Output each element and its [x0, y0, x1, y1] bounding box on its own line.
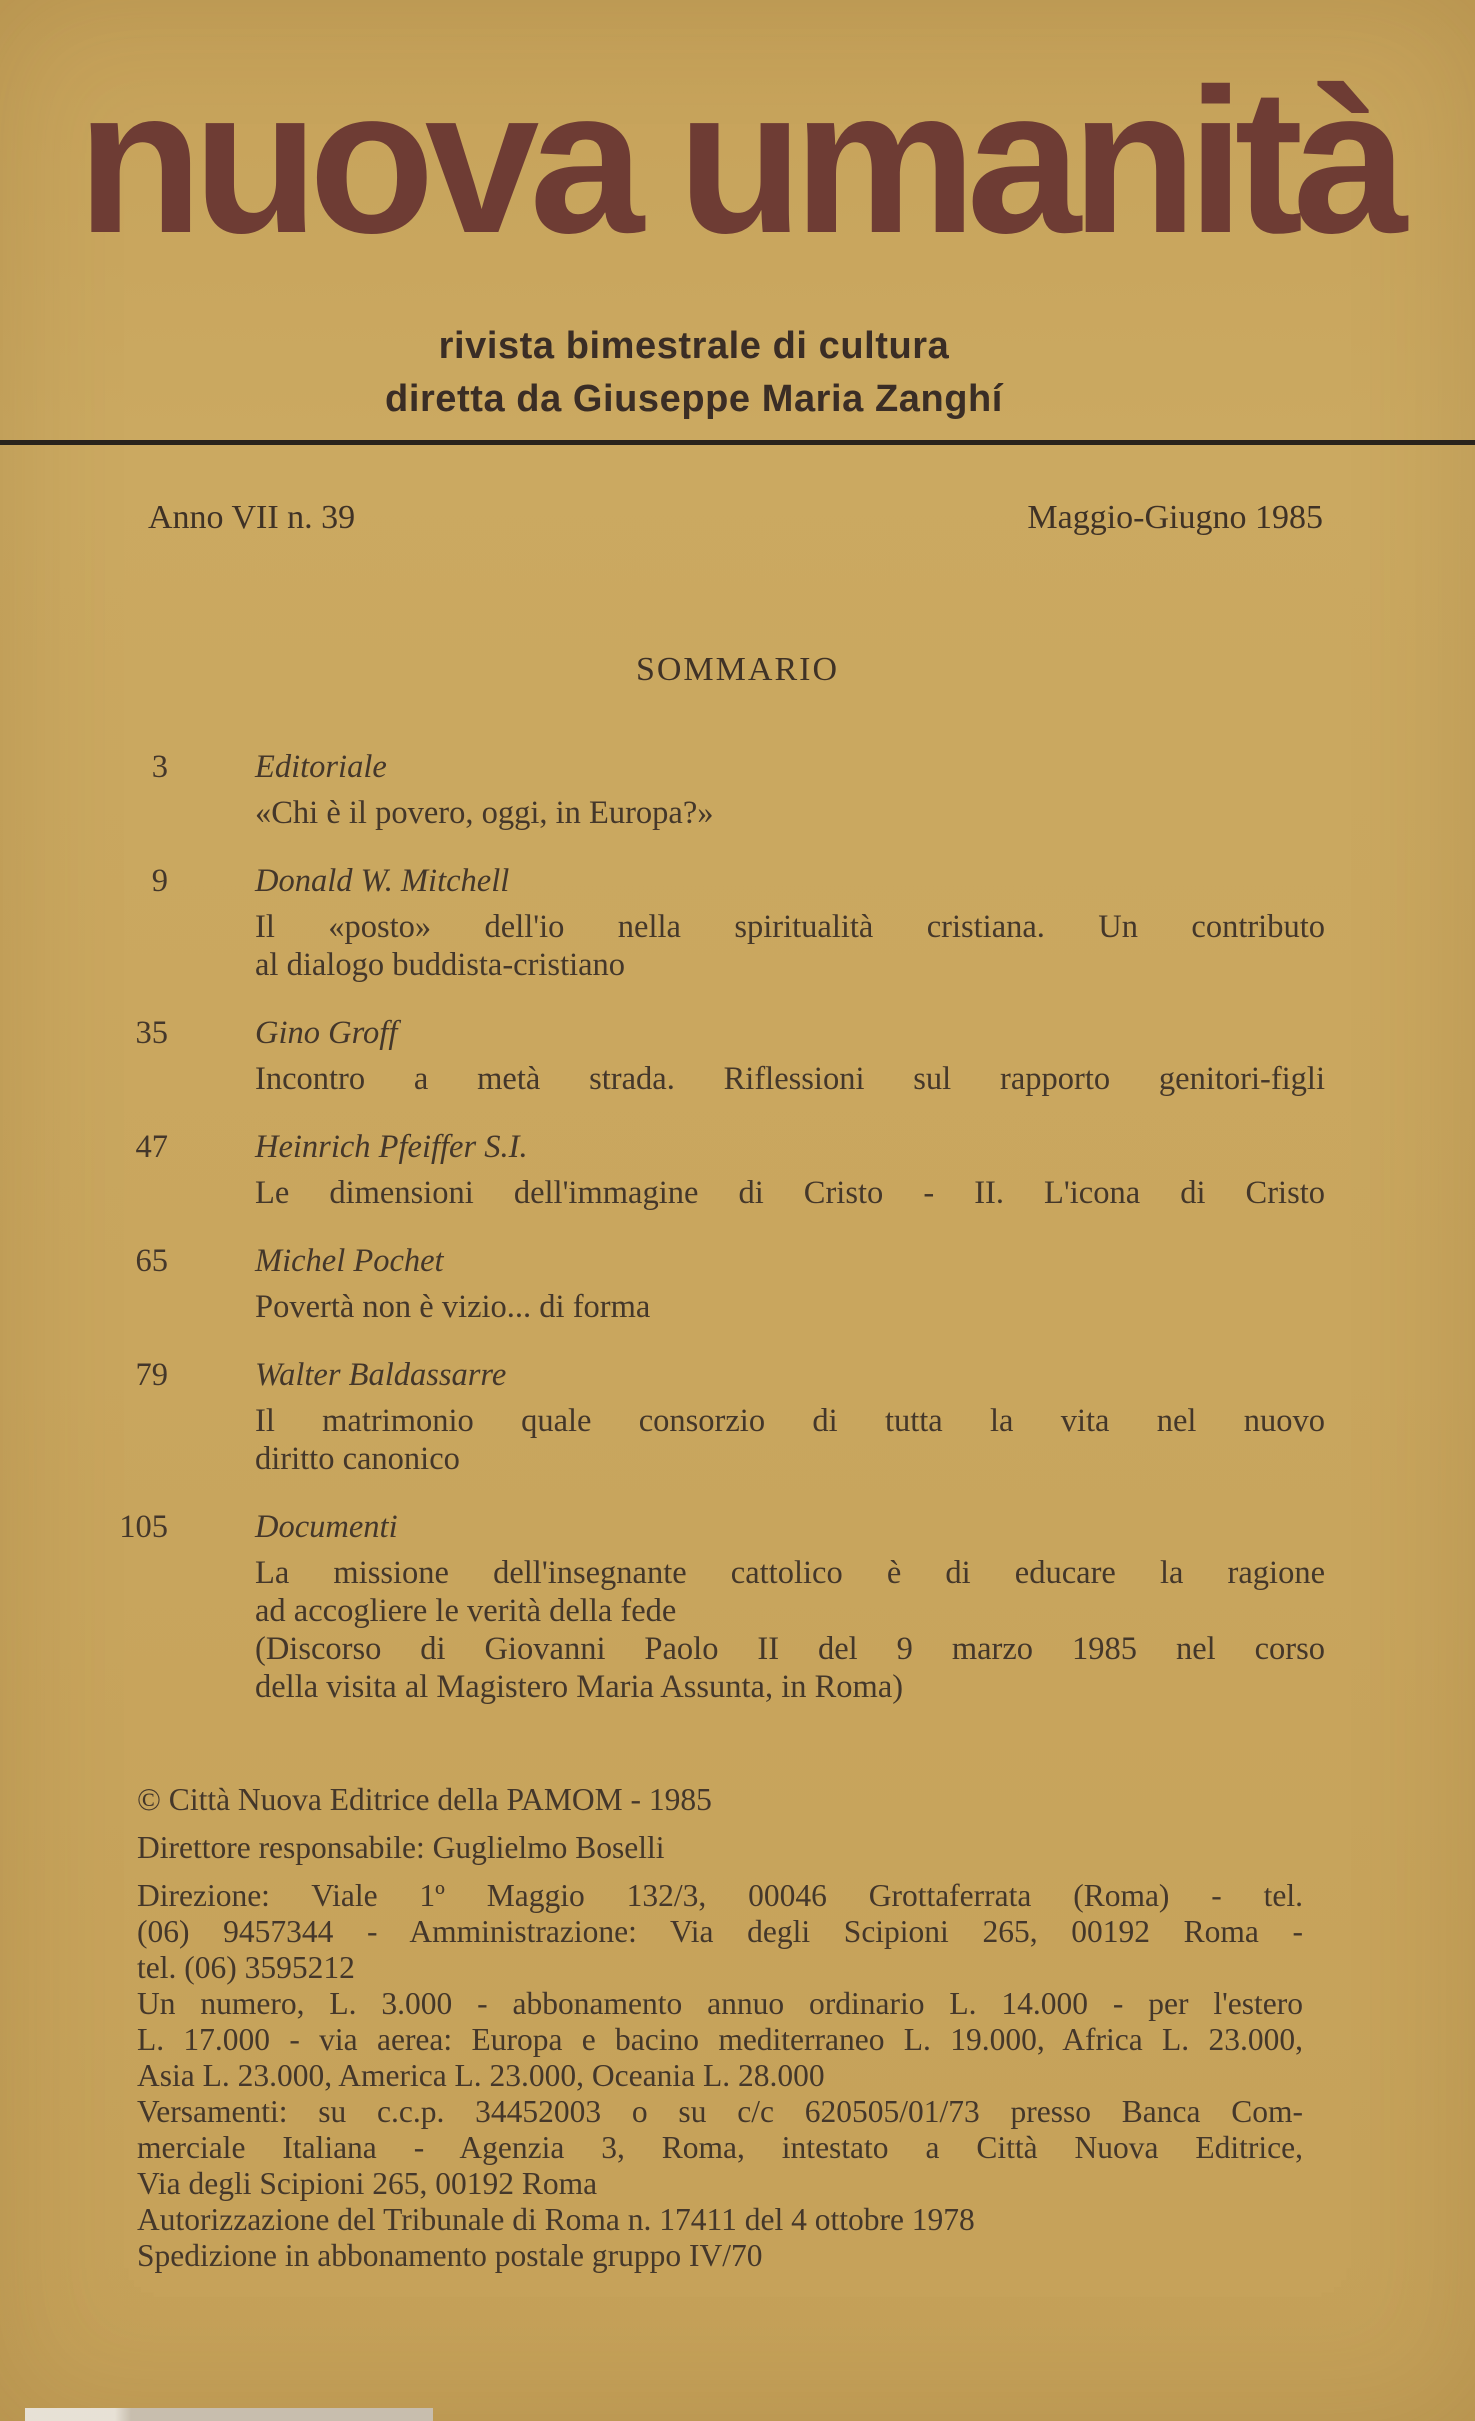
toc-entry-body	[255, 1128, 1325, 1212]
toc-page-number: 65	[135, 1243, 168, 1279]
masthead-subtitle-line1: rivista bimestrale di cultura	[438, 325, 950, 367]
colophon	[137, 1782, 1303, 2274]
toc-entry-author: Donald W. Mitchell	[255, 863, 510, 899]
sommario-heading: SOMMARIO	[635, 651, 840, 688]
colophon-line: Asia L. 23.000, America L. 23.000, Oceania L. 28.000	[137, 2058, 825, 2093]
toc-entry-line: (Discorso di Giovanni Paolo II del 9 marzo 1985 nel corso	[255, 1631, 1325, 1667]
issue-info-row	[148, 498, 1323, 538]
colophon-authorization-line: Autorizzazione del Tribunale di Roma n. 17411 del 4 ottobre 1978	[137, 2202, 975, 2237]
masthead-title: nuova umanità	[76, 46, 1398, 276]
toc-entry-author: Michel Pochet	[255, 1243, 444, 1279]
toc-entry-line: Le dimensioni dell'immagine di Cristo - II. L'icona di Cristo	[255, 1175, 1325, 1211]
toc-entry	[0, 748, 1325, 832]
masthead-subtitle-line2: diretta da Giuseppe Maria Zanghí	[385, 378, 1003, 420]
colophon-line: (06) 9457344 - Amministrazione: Via degli Scipioni 265, 00192 Roma -	[137, 1914, 1303, 1949]
masthead-subtitle	[0, 320, 1388, 426]
toc-entry-line: Povertà non è vizio... di forma	[255, 1289, 651, 1325]
issue-date: Maggio-Giugno 1985	[1027, 499, 1323, 536]
toc-page-number: 35	[135, 1015, 168, 1051]
toc-entry-line: Incontro a metà strada. Riflessioni sul rapporto genitori-figli	[255, 1061, 1325, 1097]
colophon-line: Un numero, L. 3.000 - abbonamento annuo ordinario L. 14.000 - per l'estero	[137, 1986, 1303, 2021]
toc-entry-body	[255, 748, 1325, 832]
toc-entry-line: Il matrimonio quale consorzio di tutta la vita nel nuovo	[255, 1403, 1325, 1439]
toc-page-number: 105	[119, 1509, 168, 1545]
toc-entry-line: Il «posto» dell'io nella spiritualità cristiana. Un contributo	[255, 909, 1325, 945]
toc-entry-line: ad accogliere le verità della fede	[255, 1593, 677, 1629]
toc-entry-author: Walter Baldassarre	[255, 1357, 507, 1393]
toc-page-number: 79	[135, 1357, 168, 1393]
colophon-line: Versamenti: su c.c.p. 34452003 o su c/c 620505/01/73 presso Banca Com-	[137, 2094, 1303, 2129]
toc-entry-line: La missione dell'insegnante cattolico è di educare la ragione	[255, 1555, 1325, 1591]
colophon-line: merciale Italiana - Agenzia 3, Roma, intestato a Città Nuova Editrice,	[137, 2130, 1303, 2165]
toc-entry	[0, 1014, 1325, 1098]
toc-entry-line: «Chi è il povero, oggi, in Europa?»	[255, 795, 714, 831]
toc-entry	[0, 1356, 1325, 1478]
toc-entry-author: Heinrich Pfeiffer S.I.	[255, 1129, 528, 1165]
colophon-line: tel. (06) 3595212	[137, 1950, 355, 1985]
toc-entry-author: Editoriale	[255, 749, 387, 785]
toc-page-number: 9	[151, 863, 168, 899]
colophon-copyright-line: © Città Nuova Editrice della PAMOM - 1985	[137, 1782, 712, 1817]
colophon-line: Via degli Scipioni 265, 00192 Roma	[137, 2166, 598, 2201]
toc-entry	[0, 1508, 1325, 1706]
scan-edge-artifact	[25, 2408, 433, 2421]
issue-volume: Anno VII n. 39	[148, 499, 356, 536]
colophon-director-line: Direttore responsabile: Guglielmo Boselli	[137, 1830, 665, 1865]
table-of-contents	[0, 748, 1325, 1736]
toc-entry-body	[255, 1014, 1325, 1098]
toc-entry-line: al dialogo buddista-cristiano	[255, 947, 626, 983]
toc-entry-body	[255, 1508, 1325, 1706]
toc-entry-author: Documenti	[255, 1509, 398, 1545]
toc-entry-body	[255, 862, 1325, 984]
toc-entry	[0, 1128, 1325, 1212]
toc-entry-line: della visita al Magistero Maria Assunta, in Roma)	[255, 1669, 904, 1705]
colophon-shipping-line: Spedizione in abbonamento postale gruppo IV/70	[137, 2238, 763, 2273]
colophon-line: Direzione: Viale 1º Maggio 132/3, 00046 Grottaferrata (Roma) - tel.	[137, 1878, 1303, 1913]
toc-page-number: 47	[135, 1129, 168, 1165]
toc-entry-author: Gino Groff	[255, 1015, 398, 1051]
toc-entry-body	[255, 1242, 1325, 1326]
toc-page-number: 3	[151, 749, 168, 785]
toc-entry-line: diritto canonico	[255, 1441, 460, 1477]
toc-entry	[0, 862, 1325, 984]
header-divider-rule	[0, 440, 1475, 445]
toc-entry-body	[255, 1356, 1325, 1478]
toc-entry	[0, 1242, 1325, 1326]
colophon-line: L. 17.000 - via aerea: Europa e bacino mediterraneo L. 19.000, Africa L. 23.000,	[137, 2022, 1303, 2057]
